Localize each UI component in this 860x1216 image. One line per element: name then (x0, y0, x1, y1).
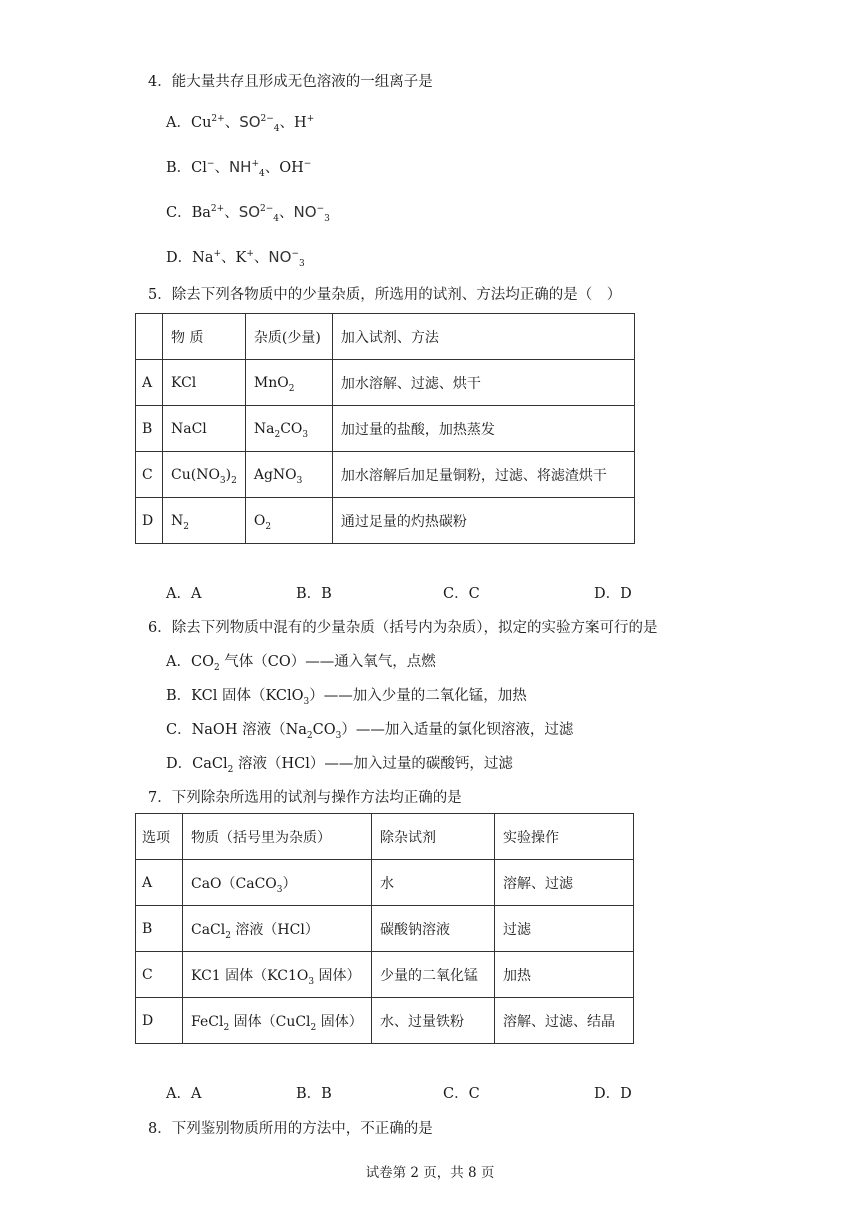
table-cell: C (136, 952, 183, 998)
table-row (136, 360, 635, 406)
table-header: 实验操作 (495, 814, 634, 860)
table-cell: D (136, 998, 183, 1044)
table-cell (136, 314, 163, 360)
table-header: 选项 (136, 814, 183, 860)
q4-option-c: C．$Ba^{2+}$、$SO^{2-}_4$、$NO^-_3$ (166, 203, 330, 224)
answer-option-d: D．D (594, 586, 632, 602)
table-cell: NaCl (163, 406, 246, 452)
table-cell: KC1 固体（$KC1O_3$ 固体） (183, 952, 372, 998)
q5-answer-options (166, 584, 646, 604)
q4-option-a: A．$Cu^{2+}$、$SO^{2-}_4$、H+ (166, 113, 315, 134)
page-footer: 试卷第 2 页，共 8 页 (365, 1165, 495, 1181)
table-cell: 加热 (495, 952, 634, 998)
q5-table (135, 313, 635, 544)
table-row (136, 314, 635, 360)
table-header: 除杂试剂 (372, 814, 495, 860)
table-cell: 加水溶解、过滤、烘干 (332, 360, 634, 406)
table-cell: A (136, 860, 183, 906)
table-cell: $N_2$ (163, 498, 246, 544)
answer-option-c: C．C (443, 586, 480, 602)
table-row (136, 814, 634, 860)
table-cell: 水、过量铁粉 (372, 998, 495, 1044)
answer-option-a: A．A (166, 1086, 202, 1102)
table-cell: B (136, 406, 163, 452)
table-cell: CaO（CaCO$_3$） (183, 860, 372, 906)
answer-option-d: D．D (594, 1086, 632, 1102)
table-cell: 碳酸钠溶液 (372, 906, 495, 952)
table-cell: 溶解、过滤、结晶 (495, 998, 634, 1044)
table-cell: D (136, 498, 163, 544)
table-cell: 水 (372, 860, 495, 906)
table-cell: CaCl$_2$ 溶液（HCl） (183, 906, 372, 952)
answer-option-b: B．B (296, 586, 332, 602)
table-header: 加入试剂、方法 (332, 314, 634, 360)
answer-option-c: C．C (443, 1086, 480, 1102)
table-cell: 少量的二氧化锰 (372, 952, 495, 998)
answer-option-b: B．B (296, 1086, 332, 1102)
q7-answer-options (166, 1084, 646, 1104)
table-row (136, 906, 634, 952)
table-cell: $Cu(NO_3)_2$ (163, 452, 246, 498)
table-cell: 加水溶解后加足量铜粉，过滤、将滤渣烘干 (332, 452, 634, 498)
q8-stem: 8．下列鉴别物质所用的方法中，不正确的是 (148, 1121, 433, 1137)
table-cell: 加过量的盐酸，加热蒸发 (332, 406, 634, 452)
table-cell: C (136, 452, 163, 498)
table-cell: AgNO$_3$ (245, 452, 332, 498)
table-cell: 过滤 (495, 906, 634, 952)
table-cell: 溶解、过滤 (495, 860, 634, 906)
table-row (136, 498, 635, 544)
table-cell: FeCl$_2$ 固体（CuCl$_2$ 固体） (183, 998, 372, 1044)
table-row (136, 452, 635, 498)
q6-stem: 6．除去下列物质中混有的少量杂质（括号内为杂质），拟定的实验方案可行的是 (148, 620, 658, 636)
table-row (136, 952, 634, 998)
table-cell: A (136, 360, 163, 406)
q5-stem: 5．除去下列各物质中的少量杂质，所选用的试剂、方法均正确的是（ ） (148, 287, 622, 303)
q7-table (135, 813, 634, 1044)
table-header: 物 质 (163, 314, 246, 360)
table-row (136, 406, 635, 452)
table-cell: $O_2$ (245, 498, 332, 544)
table-header: 杂质(少量) (245, 314, 332, 360)
q4-option-d: D．Na+、K+、$NO^-_3$ (166, 248, 305, 269)
table-header: 物质（括号里为杂质） (183, 814, 372, 860)
q6-option-a: A．$CO_2$ 气体（CO）——通入氧气，点燃 (166, 654, 436, 673)
table-cell: B (136, 906, 183, 952)
q4-option-b: B．Cl−、$NH^+_4$、OH− (166, 158, 312, 179)
q4-stem: 4．能大量共存且形成无色溶液的一组离子是 (148, 74, 433, 90)
q6-option-c: C．NaOH 溶液$(Na_2CO_3)——$加入适量的氯化钡溶液，过滤 (166, 722, 574, 741)
table-cell: KCl (163, 360, 246, 406)
table-row (136, 998, 634, 1044)
table-cell: 通过足量的灼热碳粉 (332, 498, 634, 544)
q6-option-d: D．CaCl$_2$ 溶液（HCl）——加入过量的碳酸钙，过滤 (166, 756, 513, 775)
table-cell: MnO$_2$ (245, 360, 332, 406)
q6-option-b: B．KCl 固体（KClO$_3$）——加入少量的二氧化锰，加热 (166, 688, 527, 707)
answer-option-a: A．A (166, 586, 202, 602)
q7-stem: 7．下列除杂所选用的试剂与操作方法均正确的是 (148, 790, 462, 806)
table-cell: $Na_2CO_3$ (245, 406, 332, 452)
table-row (136, 860, 634, 906)
